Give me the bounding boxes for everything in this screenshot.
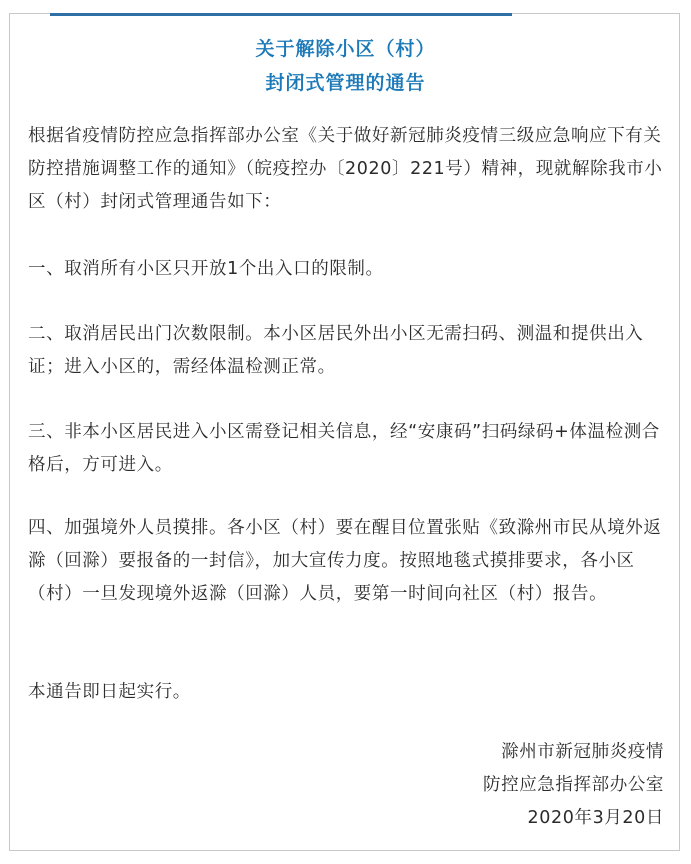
notice-title-line1: 关于解除小区（村） <box>255 38 436 60</box>
notice-title-line2: 封闭式管理的通告 <box>265 72 426 94</box>
top-accent-bar <box>50 13 512 16</box>
signature-date: 2020年3月20日 <box>527 808 664 828</box>
notice-item-1: 一、取消所有小区只开放1个出入口的限制。 <box>28 259 384 279</box>
notice-intro: 根据省疫情防控应急指挥部办公室《关于做好新冠肺炎疫情三级应急响应下有关防控措施调整工作的通知》（皖疫控办〔2020〕221号）精神，现就解除我市小区（村）封闭式管理通告如下： <box>28 126 663 212</box>
notice-item-3: 三、非本小区居民进入小区需登记相关信息，经“安康码”扫码绿码+体温检测合格后，方可进入。 <box>28 422 660 475</box>
signature-org-line1: 滁州市新冠肺炎疫情 <box>501 742 664 762</box>
notice-item-4: 四、加强境外人员摸排。各小区（村）要在醒目位置张贴《致滁州市民从境外返滁（回滁）要报备的一封信》，加大宣传力度。按照地毯式摸排要求，各小区（村）一旦发现境外返滁（回滁）人员，要第一时间向社区（村）报告。 <box>28 518 662 604</box>
notice-item-2: 二、取消居民出门次数限制。本小区居民外出小区无需扫码、测温和提供出入证；进入小区的，需经体温检测正常。 <box>28 324 644 377</box>
notice-closing: 本通告即日起实行。 <box>28 682 191 702</box>
signature-org-line2: 防控应急指挥部办公室 <box>483 775 664 795</box>
